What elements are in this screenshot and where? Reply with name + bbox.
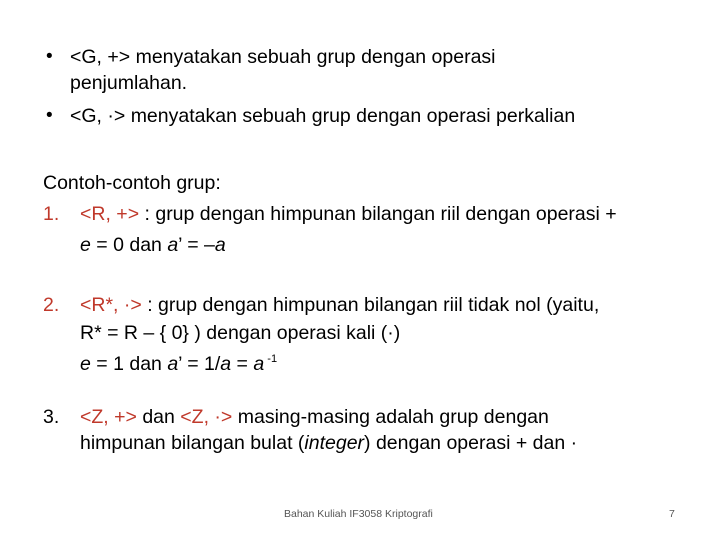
- item-2-line-2: R* = R – { 0} ) dengan operasi kali (·): [80, 322, 401, 344]
- footer-page-number: 7: [669, 508, 675, 520]
- item-2-e: e: [80, 353, 91, 375]
- bullet-1-line-1: <G, +> menyatakan sebuah grup dengan operasi: [70, 46, 496, 68]
- item-3-line-1: [80, 404, 549, 430]
- item-2-line-3: [80, 351, 277, 377]
- item-2-prime: ’ = 1/: [178, 353, 221, 375]
- item-2-eq: = 1 dan: [90, 353, 168, 375]
- item-3-integer: integer: [304, 432, 365, 454]
- item-3-notation-1: <Z, +>: [80, 406, 137, 428]
- item-1-e: e: [80, 234, 91, 256]
- item-2-notation: <R*, ·>: [80, 294, 142, 316]
- item-1-description: : grup dengan himpunan bilangan riil dengan operasi +: [139, 203, 617, 225]
- item-2-description: : grup dengan himpunan bilangan riil tidak nol (yaitu,: [141, 294, 600, 316]
- footer-course: Bahan Kuliah IF3058 Kriptografi: [284, 508, 433, 520]
- bullet-2-line-1: <G, ·> menyatakan sebuah grup dengan operasi perkalian: [70, 105, 576, 127]
- item-1-prime: ’ = –: [178, 234, 215, 256]
- item-1-a: a: [167, 234, 179, 256]
- item-2-a2: a: [220, 353, 232, 375]
- item-3-line-2a: himpunan bilangan bulat (: [80, 432, 305, 454]
- item-3-number: 3.: [43, 406, 60, 428]
- item-3-notation-2: <Z, ·>: [180, 406, 233, 428]
- item-1-eq1: = 0 dan: [90, 234, 168, 256]
- item-3-line-2b: ) dengan operasi + dan ·: [364, 432, 578, 454]
- item-3-line-2: [80, 430, 577, 456]
- item-2-exponent: -1: [264, 353, 278, 365]
- item-3-description: masing-masing adalah grup dengan: [232, 406, 549, 428]
- item-2-eq2: =: [231, 353, 254, 375]
- bullet-dot: •: [46, 105, 53, 126]
- item-1-notation: <R, +>: [80, 203, 140, 225]
- item-1-number: 1.: [43, 203, 60, 225]
- item-2-line-1: [80, 292, 599, 318]
- examples-heading: Contoh-contoh grup:: [43, 172, 221, 194]
- item-2-a: a: [167, 353, 179, 375]
- item-1-line-1: [80, 201, 617, 227]
- item-2-a3: a: [253, 353, 265, 375]
- item-1-a2: a: [214, 234, 226, 256]
- bullet-dot: •: [46, 46, 53, 67]
- item-1-line-2: [80, 232, 226, 258]
- bullet-1-line-2: penjumlahan.: [70, 72, 188, 94]
- item-3-dan: dan: [136, 406, 181, 428]
- item-2-number: 2.: [43, 294, 60, 316]
